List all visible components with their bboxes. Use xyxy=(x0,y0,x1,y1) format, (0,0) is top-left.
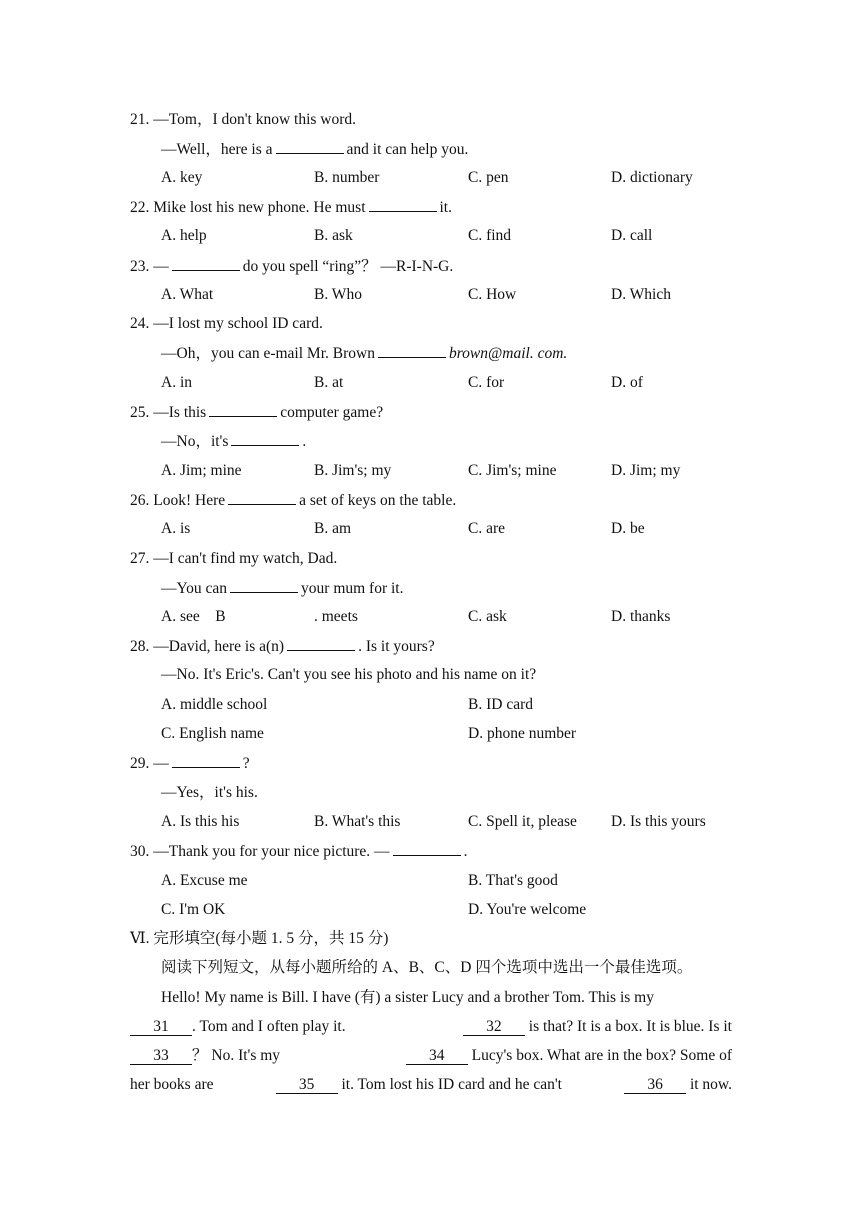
option-c: C. English name xyxy=(161,725,264,742)
section-instruction: 阅读下列短文，从每小题所给的 A、B、C、D 四个选项中选出一个最佳选项。 xyxy=(161,959,693,976)
question-text: — xyxy=(153,258,169,275)
answer-blank xyxy=(369,197,437,212)
option-d: D. Is this yours xyxy=(611,813,706,830)
passage-line-3 xyxy=(130,1046,732,1066)
passage-line-2 xyxy=(130,1017,732,1037)
option-a: A. What xyxy=(161,286,214,303)
question-text: it. xyxy=(439,199,452,216)
option-d: D. dictionary xyxy=(611,169,693,186)
question-25-line2 xyxy=(161,431,306,452)
answer-blank xyxy=(228,490,296,505)
option-c: C. I'm OK xyxy=(161,901,226,918)
question-number: 27. xyxy=(130,550,150,567)
option-d: D. Which xyxy=(611,286,671,303)
passage-text: is that? It is a box. It is blue. Is it xyxy=(528,1018,732,1035)
cloze-blank-36: 36 xyxy=(624,1077,686,1094)
question-text: computer game? xyxy=(280,404,384,421)
question-text: —Oh，you can e-mail Mr. Brown xyxy=(161,345,375,362)
option-d: D. phone number xyxy=(468,725,577,742)
passage-row xyxy=(130,1017,732,1037)
question-text: —Tom，I don't know this word. xyxy=(153,111,357,128)
option-a: A. see B xyxy=(161,608,226,625)
passage-text: it. Tom lost his ID card and he can't xyxy=(341,1076,562,1093)
option-b: B. What's this xyxy=(314,813,401,830)
option-b: B. number xyxy=(314,169,380,186)
question-number: 29. xyxy=(130,755,150,772)
passage-line-1 xyxy=(130,988,732,1008)
passage-row xyxy=(130,1075,732,1095)
cloze-blank-34: 34 xyxy=(406,1048,468,1065)
question-number: 22. xyxy=(130,199,150,216)
option-d: D. of xyxy=(611,374,643,391)
section-heading: Ⅵ. 完形填空(每小题 1. 5 分，共 15 分) xyxy=(130,930,389,947)
question-number: 30. xyxy=(130,843,150,860)
passage xyxy=(130,988,732,1008)
question-21 xyxy=(130,110,356,130)
option-a: A. is xyxy=(161,520,191,537)
question-text: —I lost my school ID card. xyxy=(153,315,323,332)
option-b: B. Jim's; my xyxy=(314,462,392,479)
question-number: 26. xyxy=(130,492,150,509)
question-21-line2 xyxy=(161,139,468,160)
option-c: C. are xyxy=(468,520,506,537)
option-c: C. pen xyxy=(468,169,509,186)
answer-blank xyxy=(287,636,355,651)
question-text: Look! Here xyxy=(153,492,226,509)
question-25 xyxy=(130,402,383,423)
answer-blank xyxy=(393,841,461,856)
passage-text: . Tom and I often play it. xyxy=(192,1018,346,1035)
question-24-line2 xyxy=(161,343,567,364)
passage-line-4 xyxy=(130,1075,732,1095)
option-d: D. thanks xyxy=(611,608,671,625)
question-text: —Is this xyxy=(153,404,207,421)
question-text: — xyxy=(153,755,169,772)
question-text: . xyxy=(302,433,307,450)
option-b: . meets xyxy=(314,608,358,625)
option-b: B. am xyxy=(314,520,352,537)
option-c: C. Jim's; mine xyxy=(468,462,557,479)
email-address: brown@mail. com. xyxy=(448,345,568,362)
cloze-blank-33: 33 xyxy=(130,1048,192,1065)
question-22 xyxy=(130,197,452,218)
question-28 xyxy=(130,636,435,657)
question-number: 24. xyxy=(130,315,150,332)
passage-text: ？ No. It's my xyxy=(192,1047,281,1064)
question-23 xyxy=(130,256,453,277)
passage-text: Lucy's box. What are in the box? Some of xyxy=(471,1047,732,1064)
question-text: . xyxy=(463,843,468,860)
option-b: B. Who xyxy=(314,286,362,303)
passage-text: Hello! My name is Bill. I have (有) a sister Lucy and a brother Tom. This is my xyxy=(161,989,654,1006)
question-text: —I can't find my watch, Dad. xyxy=(153,550,338,567)
option-a: A. Jim; mine xyxy=(161,462,242,479)
option-d: D. You're welcome xyxy=(468,901,587,918)
question-text: —Thank you for your nice picture. — xyxy=(153,843,390,860)
option-a: A. middle school xyxy=(161,696,268,713)
option-c: C. for xyxy=(468,374,505,391)
option-a: A. key xyxy=(161,169,203,186)
option-c: C. How xyxy=(468,286,517,303)
answer-blank xyxy=(276,139,344,154)
question-text: —Well，here is a xyxy=(161,141,273,158)
cloze-blank-35: 35 xyxy=(276,1077,338,1094)
option-c: C. find xyxy=(468,227,512,244)
option-b: B. at xyxy=(314,374,344,391)
question-text: and it can help you. xyxy=(346,141,469,158)
question-text: . Is it yours? xyxy=(358,638,435,655)
option-a: A. Excuse me xyxy=(161,872,248,889)
question-text: —No. It's Eric's. Can't you see his photo and his name on it? xyxy=(161,666,537,683)
option-b: B. ask xyxy=(314,227,353,244)
option-d: D. call xyxy=(611,227,653,244)
passage-text: her books are xyxy=(130,1076,214,1093)
option-a: A. help xyxy=(161,227,207,244)
question-text: —No，it's xyxy=(161,433,229,450)
question-30 xyxy=(130,841,467,862)
question-text: —David, here is a(n) xyxy=(153,638,285,655)
question-27-line2 xyxy=(161,578,404,599)
answer-blank xyxy=(378,343,446,358)
answer-blank xyxy=(231,431,299,446)
option-a: A. Is this his xyxy=(161,813,240,830)
answer-blank xyxy=(209,402,277,417)
answer-blank xyxy=(172,256,240,271)
question-29-line2 xyxy=(161,783,258,803)
option-d: D. Jim; my xyxy=(611,462,681,479)
question-text: your mum for it. xyxy=(301,580,404,597)
question-27 xyxy=(130,549,337,569)
option-d: D. be xyxy=(611,520,645,537)
option-c: C. ask xyxy=(468,608,507,625)
question-number: 28. xyxy=(130,638,150,655)
answer-blank xyxy=(230,578,298,593)
cloze-blank-32: 32 xyxy=(463,1019,525,1036)
question-26 xyxy=(130,490,456,511)
option-b: B. ID card xyxy=(468,696,533,713)
question-text: do you spell “ring”？ —R-I-N-G. xyxy=(242,258,454,275)
question-text: —Yes，it's his. xyxy=(161,784,258,801)
question-number: 25. xyxy=(130,404,150,421)
question-number: 21. xyxy=(130,111,150,128)
question-text: —You can xyxy=(161,580,228,597)
question-28-line2 xyxy=(161,665,536,685)
passage-row xyxy=(130,1046,732,1066)
answer-blank xyxy=(172,753,240,768)
cloze-blank-31: 31 xyxy=(130,1019,192,1036)
passage-text: it now. xyxy=(689,1076,732,1093)
question-text: Mike lost his new phone. He must xyxy=(153,199,366,216)
option-b: B. That's good xyxy=(468,872,558,889)
question-text: ? xyxy=(242,755,250,772)
question-text: a set of keys on the table. xyxy=(299,492,457,509)
question-number: 23. xyxy=(130,258,150,275)
option-c: C. Spell it, please xyxy=(468,813,577,830)
question-24 xyxy=(130,314,323,334)
option-a: A. in xyxy=(161,374,192,391)
question-29 xyxy=(130,753,250,774)
